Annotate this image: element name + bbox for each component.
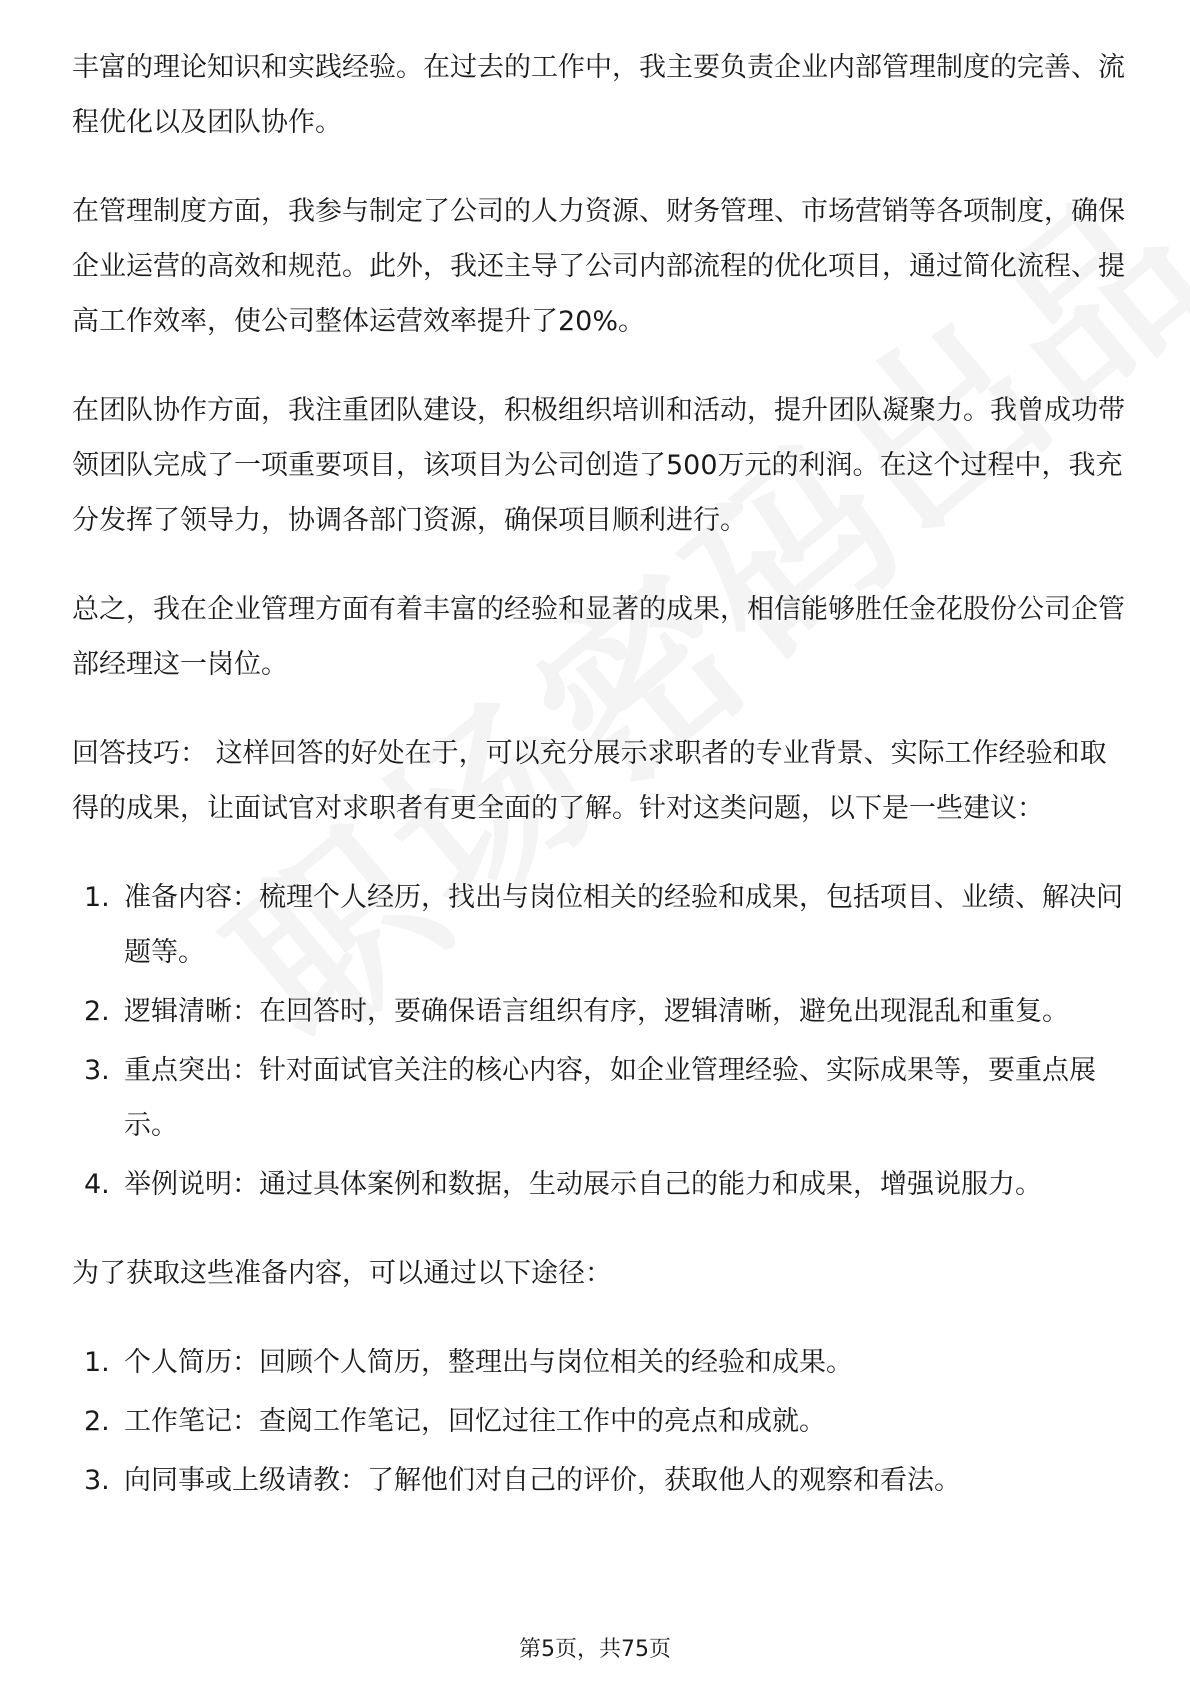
list-item bbox=[72, 1335, 1132, 1390]
list-number: 2. bbox=[84, 996, 110, 1027]
list-item bbox=[72, 870, 1132, 980]
list-item bbox=[72, 1394, 1132, 1449]
document-body bbox=[72, 40, 1132, 1542]
paragraph: 丰富的理论知识和实践经验。在过去的工作中，我主要负责企业内部管理制度的完善、流程优化以及团队协作。 bbox=[72, 52, 1125, 138]
list-number: 3. bbox=[84, 1055, 110, 1086]
sources-list bbox=[72, 1335, 1132, 1508]
list-item bbox=[72, 1043, 1132, 1153]
list-number: 1. bbox=[84, 1347, 110, 1378]
list-text: 向同事或上级请教：了解他们对自己的评价，获取他人的观察和看法。 bbox=[124, 1465, 961, 1496]
paragraph: 在管理制度方面，我参与制定了公司的人力资源、财务管理、市场营销等各项制度，确保企业运营的高效和规范。此外，我还主导了公司内部流程的优化项目，通过简化流程、提高工作效率，使公司整体运营效率提升了20%。 bbox=[72, 196, 1125, 337]
list-text: 个人简历：回顾个人简历，整理出与岗位相关的经验和成果。 bbox=[124, 1347, 853, 1378]
list-number: 4. bbox=[84, 1169, 110, 1200]
tips-list bbox=[72, 870, 1132, 1212]
answer-tips-paragraph: 回答技巧： 这样回答的好处在于，可以充分展示求职者的专业背景、实际工作经验和取得的成果，让面试官对求职者有更全面的了解。针对这类问题，以下是一些建议： bbox=[72, 738, 1107, 824]
list-text: 重点突出：针对面试官关注的核心内容，如企业管理经验、实际成果等，要重点展示。 bbox=[124, 1055, 1096, 1141]
list-number: 2. bbox=[84, 1406, 110, 1437]
list-number: 1. bbox=[84, 882, 110, 913]
paragraph: 在团队协作方面，我注重团队建设，积极组织培训和活动，提升团队凝聚力。我曾成功带领团队完成了一项重要项目，该项目为公司创造了500万元的利润。在这个过程中，我充分发挥了领导力，协调各部门资源，确保项目顺利进行。 bbox=[72, 395, 1125, 536]
list-item bbox=[72, 1453, 1132, 1508]
list-item bbox=[72, 1157, 1132, 1212]
list-text: 准备内容：梳理个人经历，找出与岗位相关的经验和成果，包括项目、业绩、解决问题等。 bbox=[124, 882, 1123, 968]
list-item bbox=[72, 984, 1132, 1039]
list-number: 3. bbox=[84, 1465, 110, 1496]
paragraph: 总之，我在企业管理方面有着丰富的经验和显著的成果，相信能够胜任金花股份公司企管部经理这一岗位。 bbox=[72, 594, 1125, 680]
paragraph: 为了获取这些准备内容，可以通过以下途径： bbox=[72, 1258, 612, 1289]
list-text: 举例说明：通过具体案例和数据，生动展示自己的能力和成果，增强说服力。 bbox=[124, 1169, 1042, 1200]
page-footer: 第5页，共75页 bbox=[519, 1637, 671, 1662]
list-text: 工作笔记：查阅工作笔记，回忆过往工作中的亮点和成就。 bbox=[124, 1406, 826, 1437]
list-text: 逻辑清晰：在回答时，要确保语言组织有序，逻辑清晰，避免出现混乱和重复。 bbox=[124, 996, 1069, 1027]
